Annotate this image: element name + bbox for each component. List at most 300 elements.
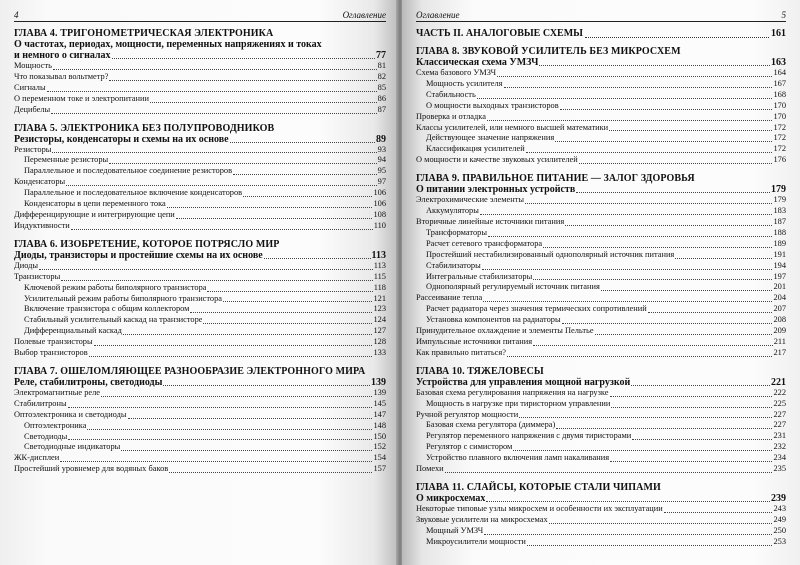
toc-entry-page: 87	[377, 104, 386, 114]
toc-entry[interactable]	[416, 282, 786, 293]
toc-entry-title: Простейший уровнемер для водяных баков	[14, 464, 169, 474]
toc-entry-title: Стабилизаторы	[426, 260, 481, 270]
toc-entry[interactable]	[14, 210, 386, 221]
chapter-subtitle-entry[interactable]	[416, 377, 786, 388]
dot-leader	[480, 214, 773, 215]
dot-leader	[207, 291, 372, 292]
toc-entry-page: 128	[373, 337, 386, 347]
toc-entry-page: 191	[773, 249, 786, 259]
toc-entry[interactable]	[416, 261, 786, 272]
toc-entry-title: Простейший нестабилизированный однополярный источник питания	[426, 249, 675, 259]
toc-entry[interactable]	[416, 250, 786, 261]
toc-entry-page: 250	[773, 525, 786, 535]
toc-entry[interactable]	[14, 388, 386, 399]
toc-entry[interactable]	[416, 464, 786, 475]
toc-entry-page: 187	[773, 216, 786, 226]
toc-entry[interactable]	[14, 337, 386, 348]
dot-leader	[264, 258, 371, 259]
dot-leader	[631, 385, 770, 386]
toc-entry-page: 148	[373, 420, 386, 430]
toc-entry-page: 123	[373, 304, 386, 314]
toc-entry-title: Классификация усилителей	[426, 144, 525, 154]
toc-entry-title: Светодиоды	[24, 431, 68, 441]
dot-leader	[482, 269, 773, 270]
toc-entry-page: 147	[373, 409, 386, 419]
toc-entry-title: ЖК-дисплеи	[14, 453, 60, 463]
dot-leader	[560, 109, 773, 110]
dot-leader	[150, 102, 377, 103]
toc-entry-page: 110	[373, 220, 386, 230]
toc-entry-page: 95	[377, 166, 386, 176]
toc-entry-page: 197	[773, 271, 786, 281]
toc-entry-page: 225	[773, 398, 786, 408]
toc-entry-page: 253	[773, 536, 786, 546]
toc-entry[interactable]	[14, 304, 386, 315]
toc-entry-title: Стабильность	[426, 89, 476, 99]
toc-entry-title: О мощности выходных транзисторов	[426, 100, 559, 110]
toc-entry-page: 121	[373, 293, 386, 303]
toc-entry-title: Резисторы, конденсаторы и схемы на их основе	[14, 133, 229, 145]
dot-leader	[121, 450, 372, 451]
toc-entry[interactable]	[416, 442, 786, 453]
toc-entry[interactable]	[14, 199, 386, 210]
toc-entry[interactable]	[14, 315, 386, 326]
toc-entry-title: Расчет сетевого трансформатора	[426, 238, 543, 248]
toc-entry[interactable]	[14, 155, 386, 166]
chapter-heading[interactable]: ГЛАВА 10. ТЯЖЕЛОВЕСЫ	[416, 365, 544, 377]
dot-leader	[203, 323, 372, 324]
dot-leader	[579, 163, 773, 164]
chapter-subtitle-entry[interactable]	[14, 250, 386, 261]
dot-leader	[543, 247, 772, 248]
toc-entry[interactable]	[416, 315, 786, 326]
toc-entry[interactable]	[14, 177, 386, 188]
toc-entry[interactable]	[416, 348, 786, 359]
toc-entry[interactable]	[14, 410, 386, 421]
toc-entry[interactable]	[416, 239, 786, 250]
toc-entry-page: 86	[377, 93, 386, 103]
toc-entry[interactable]	[14, 166, 386, 177]
toc-entry[interactable]	[14, 261, 386, 272]
right-header-title: Оглавление	[416, 10, 460, 20]
toc-entry-page: 194	[773, 260, 786, 270]
dot-leader	[123, 334, 373, 335]
toc-entry-title: Схема базового УМЗЧ	[416, 68, 497, 77]
chapter-heading[interactable]: ГЛАВА 4. ТРИГОНОМЕТРИЧЕСКАЯ ЭЛЕКТРОНИКА	[14, 28, 274, 39]
toc-chapter	[416, 366, 786, 475]
toc-entry-title: Светодиодные индикаторы	[24, 442, 121, 452]
dot-leader	[609, 130, 772, 131]
toc-entry-page: 170	[773, 111, 786, 121]
toc-entry-page: 127	[373, 326, 386, 336]
dot-leader	[504, 87, 773, 88]
dot-leader	[565, 225, 772, 226]
dot-leader	[519, 417, 772, 418]
toc-entry-title: Диоды	[14, 260, 39, 270]
dot-leader	[51, 113, 376, 114]
dot-leader	[648, 312, 773, 313]
toc-entry[interactable]	[416, 326, 786, 337]
toc-entry[interactable]	[14, 453, 386, 464]
toc-entry-page: 164	[773, 68, 786, 77]
toc-entry-page: 139	[373, 387, 386, 397]
toc-entry-title: Электрохимические элементы	[416, 195, 524, 205]
dot-leader	[60, 461, 372, 462]
toc-entry-page: 172	[773, 122, 786, 132]
toc-entry-page: 221	[771, 376, 786, 388]
toc-entry[interactable]	[416, 526, 786, 537]
dot-leader	[233, 174, 377, 175]
dot-leader	[176, 218, 373, 219]
toc-entry-page: 167	[773, 78, 786, 88]
toc-entry-title: Переменные резисторы	[24, 155, 109, 165]
toc-entry-page: 201	[773, 282, 786, 292]
toc-entry[interactable]	[14, 432, 386, 443]
toc-entry[interactable]	[14, 283, 386, 294]
toc-entry-title: Резисторы	[14, 144, 52, 154]
toc-entry-page: 176	[773, 155, 786, 165]
toc-entry[interactable]	[416, 453, 786, 464]
toc-entry[interactable]	[14, 421, 386, 432]
toc-entry-page: 235	[773, 464, 786, 474]
toc-entry-page: 204	[773, 293, 786, 303]
toc-entry-page: 145	[373, 398, 386, 408]
toc-entry-page: 157	[373, 464, 386, 474]
toc-entry-page: 113	[373, 260, 386, 270]
toc-entry-title: О микросхемах	[416, 493, 486, 504]
part-title: ЧАСТЬ II. АНАЛОГОВЫЕ СХЕМЫ	[416, 28, 583, 39]
chapter-heading[interactable]: ГЛАВА 5. ЭЛЕКТРОНИКА БЕЗ ПОЛУПРОВОДНИКОВ	[14, 122, 275, 134]
chapter-subtitle-entry[interactable]	[416, 184, 786, 195]
dot-leader	[487, 120, 773, 121]
toc-entry-page: 150	[373, 431, 386, 441]
toc-entry-page: 179	[771, 184, 786, 196]
toc-entry-title: Сигналы	[14, 82, 46, 92]
dot-leader	[243, 196, 372, 197]
toc-entry-title: Оптоэлектроника и светодиоды	[14, 409, 127, 419]
toc-entry[interactable]	[14, 72, 386, 83]
toc-entry-title: Децибелы	[14, 104, 51, 114]
toc-entry-page: 209	[773, 326, 786, 336]
dot-leader	[112, 58, 375, 59]
chapter-subtitle-entry[interactable]	[14, 50, 386, 61]
toc-entry-title: Проверка и отладка	[416, 111, 486, 121]
toc-entry-title: Мощность в нагрузке при тиристорном управлении	[426, 398, 611, 408]
toc-entry[interactable]	[416, 144, 786, 155]
toc-chapter	[416, 46, 786, 166]
toc-entry[interactable]	[416, 123, 786, 134]
toc-entry-title: Устройство плавного включения ламп накаливания	[426, 453, 610, 463]
right-page	[402, 0, 800, 565]
chapter-heading[interactable]: ГЛАВА 11. СЛАЙСЫ, КОТОРЫЕ СТАЛИ ЧИПАМИ	[416, 482, 661, 493]
toc-entry[interactable]	[14, 294, 386, 305]
chapter-heading[interactable]: ГЛАВА 7. ОШЕЛОМЛЯЮЩЕЕ РАЗНООБРАЗИЕ ЭЛЕКТРОННОГО МИРА	[14, 365, 366, 377]
toc-entry-page: 183	[773, 206, 786, 216]
toc-entry-title: Параллельное и последовательное соединение резисторов	[24, 166, 233, 176]
dot-leader	[601, 290, 773, 291]
toc-entry-title: О питании электронных устройств	[416, 184, 576, 196]
toc-entry-page: 85	[377, 82, 386, 92]
toc-entry[interactable]	[416, 155, 786, 166]
toc-entry-page: 227	[773, 420, 786, 430]
left-page-number: 4	[14, 10, 19, 20]
toc-entry-page: 172	[773, 133, 786, 143]
toc-entry-title: Мощный УМЗЧ	[426, 525, 484, 535]
toc-entry-title: Классы усилителей, или немного высшей математики	[416, 122, 609, 132]
toc-entry[interactable]	[416, 504, 786, 515]
left-page	[0, 0, 398, 565]
toc-entry[interactable]	[14, 221, 386, 232]
toc-entry-title: Мощность	[14, 61, 52, 70]
toc-chapter	[416, 482, 786, 548]
toc-entry-title: Параллельное и последовательное включение конденсаторов	[24, 188, 243, 198]
toc-entry-page: 179	[773, 195, 786, 205]
toc-entry-page: 188	[773, 227, 786, 237]
chapter-subtitle-entry[interactable]	[14, 377, 386, 388]
toc-entry-title: Аккумуляторы	[426, 206, 479, 216]
toc-entry[interactable]	[416, 206, 786, 217]
chapter-subtitle-entry[interactable]	[416, 57, 786, 68]
right-running-head	[416, 4, 786, 22]
toc-entry[interactable]	[14, 399, 386, 410]
toc-entry-title: Вторичные линейные источники питания	[416, 216, 565, 226]
toc-entry[interactable]	[14, 145, 386, 156]
toc-entry-page: 97	[377, 177, 386, 187]
dot-leader	[477, 98, 773, 99]
toc-entry-title: Индуктивности	[14, 220, 70, 230]
dot-leader	[562, 323, 773, 324]
toc-entry[interactable]	[416, 90, 786, 101]
toc-entry[interactable]	[416, 420, 786, 431]
dot-leader	[89, 356, 373, 357]
dot-leader	[71, 229, 373, 230]
toc-entry[interactable]	[416, 79, 786, 90]
left-header-title: Оглавление	[342, 10, 386, 20]
dot-leader	[610, 461, 772, 462]
toc-entry-title: Оптоэлектроника	[24, 420, 87, 430]
dot-leader	[53, 69, 377, 70]
toc-entry-title: Базовая схема регулятора (диммера)	[426, 420, 556, 430]
toc-entry[interactable]	[14, 105, 386, 116]
toc-entry-page: 172	[773, 144, 786, 154]
right-toc	[416, 46, 786, 548]
toc-entry-page: 231	[773, 431, 786, 441]
dot-leader	[52, 152, 376, 153]
toc-entry-page: 77	[376, 50, 386, 61]
toc-entry[interactable]	[14, 464, 386, 475]
toc-entry-page: 243	[773, 504, 786, 513]
toc-entry-page: 208	[773, 315, 786, 325]
toc-entry[interactable]	[416, 195, 786, 206]
toc-entry[interactable]	[416, 293, 786, 304]
toc-entry-title: О переменном токе и электропитании	[14, 93, 149, 103]
dot-leader	[632, 439, 772, 440]
toc-entry-page: 207	[773, 304, 786, 314]
toc-entry[interactable]	[416, 515, 786, 526]
dot-leader	[664, 512, 773, 513]
toc-entry[interactable]	[416, 68, 786, 79]
toc-entry-title: Трансформаторы	[426, 227, 487, 237]
toc-entry-title: Интегральные стабилизаторы	[426, 271, 533, 281]
toc-entry-title: Действующее значение напряжения	[426, 133, 555, 143]
toc-entry-page: 124	[373, 315, 386, 325]
dot-leader	[533, 345, 773, 346]
dot-leader	[675, 258, 772, 259]
dot-leader	[167, 207, 373, 208]
dot-leader	[610, 396, 773, 397]
toc-entry-page: 239	[771, 493, 786, 504]
toc-entry[interactable]	[416, 217, 786, 228]
toc-entry-page: 89	[376, 133, 386, 145]
toc-entry-page: 234	[773, 453, 786, 463]
toc-entry-title: Выбор транзисторов	[14, 348, 88, 358]
toc-entry-title: Регулятор с симистором	[426, 442, 513, 452]
toc-entry-page: 189	[773, 238, 786, 248]
toc-entry-page: 118	[373, 282, 386, 292]
toc-entry-page: 170	[773, 100, 786, 110]
toc-entry-title: Принудительное охлаждение и элементы Пельтье	[416, 326, 594, 336]
toc-entry-page: 82	[377, 71, 386, 81]
dot-leader	[507, 356, 773, 357]
dot-leader	[483, 301, 772, 302]
toc-entry-title: Конденсаторы	[14, 177, 66, 187]
toc-entry-title: Помехи	[416, 464, 444, 474]
toc-entry-page: 152	[373, 442, 386, 452]
toc-entry-title: Дифференциальный каскад	[24, 326, 122, 336]
dot-leader	[230, 142, 375, 143]
toc-entry[interactable]	[416, 337, 786, 348]
toc-entry-title: Транзисторы	[14, 271, 61, 281]
toc-entry-page: 222	[773, 387, 786, 397]
toc-chapter	[14, 239, 386, 359]
toc-entry-page: 106	[373, 199, 386, 209]
toc-entry-page: 106	[373, 188, 386, 198]
toc-entry-page: 108	[373, 209, 386, 219]
toc-entry-page: 81	[377, 61, 386, 70]
dot-leader	[484, 534, 772, 535]
toc-entry-title: Полевые транзисторы	[14, 337, 93, 347]
toc-entry[interactable]	[14, 188, 386, 199]
toc-entry[interactable]	[14, 83, 386, 94]
dot-leader	[190, 312, 372, 313]
toc-entry[interactable]	[14, 61, 386, 72]
toc-entry-page: 113	[371, 249, 386, 261]
toc-entry[interactable]	[416, 399, 786, 410]
toc-entry-title: Звуковые усилители на микросхемах	[416, 514, 548, 524]
toc-entry[interactable]	[416, 304, 786, 315]
chapter-heading[interactable]: ГЛАВА 8. ЗВУКОВОЙ УСИЛИТЕЛЬ БЕЗ МИКРОСХЕМ	[416, 46, 681, 57]
left-running-head	[14, 4, 386, 22]
dot-leader	[513, 450, 772, 451]
dot-leader	[223, 301, 372, 302]
toc-entry-title: Классическая схема УМЗЧ	[416, 57, 539, 68]
dot-leader	[611, 407, 772, 408]
chapter-heading[interactable]: ГЛАВА 9. ПРАВИЛЬНОЕ ПИТАНИЕ — ЗАЛОГ ЗДОРОВЬЯ	[416, 173, 695, 185]
toc-entry-page: 232	[773, 442, 786, 452]
toc-entry-title: Включение транзистора с общим коллектором	[24, 304, 190, 314]
toc-entry-page: 154	[373, 453, 386, 463]
toc-entry-title: Однополярный регулируемый источник питания	[426, 282, 600, 292]
chapter-subtitle-entry[interactable]	[416, 493, 786, 504]
toc-entry-title: Конденсаторы в цепи переменного тока	[24, 199, 166, 209]
dot-leader	[128, 418, 373, 419]
toc-entry-page: 249	[773, 514, 786, 524]
toc-entry[interactable]	[14, 326, 386, 337]
dot-leader	[488, 236, 772, 237]
left-toc	[14, 28, 386, 475]
toc-entry[interactable]	[14, 94, 386, 105]
toc-entry-page: 93	[377, 144, 386, 154]
dot-leader	[527, 545, 773, 546]
toc-chapter	[14, 28, 386, 116]
part-heading	[416, 28, 786, 40]
toc-entry-page: 227	[773, 409, 786, 419]
chapter-subtitle-entry[interactable]	[14, 134, 386, 145]
toc-entry[interactable]	[416, 537, 786, 548]
dot-leader	[585, 37, 769, 38]
dot-leader	[595, 334, 773, 335]
dot-leader	[101, 396, 372, 397]
toc-entry-title: Стабилитроны	[14, 398, 67, 408]
toc-entry-title: Дифференцирующие и интегрирующие цепи	[14, 209, 175, 219]
toc-chapter	[416, 173, 786, 359]
toc-entry[interactable]	[416, 388, 786, 399]
dot-leader	[576, 192, 770, 193]
dot-leader	[486, 501, 770, 502]
toc-entry-title: Устройства для управления мощной нагрузкой	[416, 376, 631, 388]
toc-entry[interactable]	[14, 442, 386, 453]
right-page-number: 5	[781, 10, 786, 20]
toc-entry[interactable]	[416, 101, 786, 112]
dot-leader	[556, 428, 772, 429]
toc-entry-page: 115	[373, 271, 386, 281]
toc-entry[interactable]	[416, 133, 786, 144]
toc-entry-title: Диоды, транзисторы и простейшие схемы на их основе	[14, 249, 263, 261]
toc-entry-title: Ручной регулятор мощности	[416, 409, 519, 419]
toc-entry-title: Рассеивание тепла	[416, 293, 483, 303]
dot-leader	[68, 439, 372, 440]
dot-leader	[525, 203, 772, 204]
dot-leader	[526, 152, 773, 153]
chapter-heading[interactable]: ГЛАВА 6. ИЗОБРЕТЕНИЕ, КОТОРОЕ ПОТРЯСЛО МИР	[14, 238, 280, 250]
toc-entry[interactable]	[416, 410, 786, 421]
toc-entry[interactable]	[416, 272, 786, 283]
dot-leader	[445, 472, 773, 473]
dot-leader	[47, 91, 377, 92]
toc-entry[interactable]	[416, 228, 786, 239]
toc-entry-page: 217	[773, 347, 786, 357]
toc-entry-title: Регулятор переменного напряжения с двумя тиристорами	[426, 431, 632, 441]
toc-entry-title: Усилительный режим работы биполярного транзистора	[24, 293, 223, 303]
toc-entry[interactable]	[416, 112, 786, 123]
toc-entry-title: Установка компонентов на радиаторы	[426, 315, 561, 325]
toc-entry-title: Что показывал вольтметр?	[14, 71, 109, 81]
toc-entry[interactable]	[416, 431, 786, 442]
toc-entry[interactable]	[14, 272, 386, 283]
chapter-subtitle: О частотах, периодах, мощности, переменных напряжениях и токах	[14, 39, 322, 50]
toc-entry-title: Реле, стабилитроны, светодиоды	[14, 376, 163, 388]
toc-entry-title: Электромагнитные реле	[14, 387, 100, 397]
toc-entry-title: Микроусилители мощности	[426, 536, 526, 546]
toc-chapter	[14, 123, 386, 232]
toc-entry-title: Базовая схема регулирования напряжения на нагрузке	[416, 387, 609, 397]
toc-entry[interactable]	[14, 348, 386, 359]
dot-leader	[163, 385, 370, 386]
dot-leader	[61, 280, 372, 281]
toc-entry-title: Мощность усилителя	[426, 78, 503, 88]
dot-leader	[539, 65, 770, 66]
dot-leader	[94, 345, 373, 346]
